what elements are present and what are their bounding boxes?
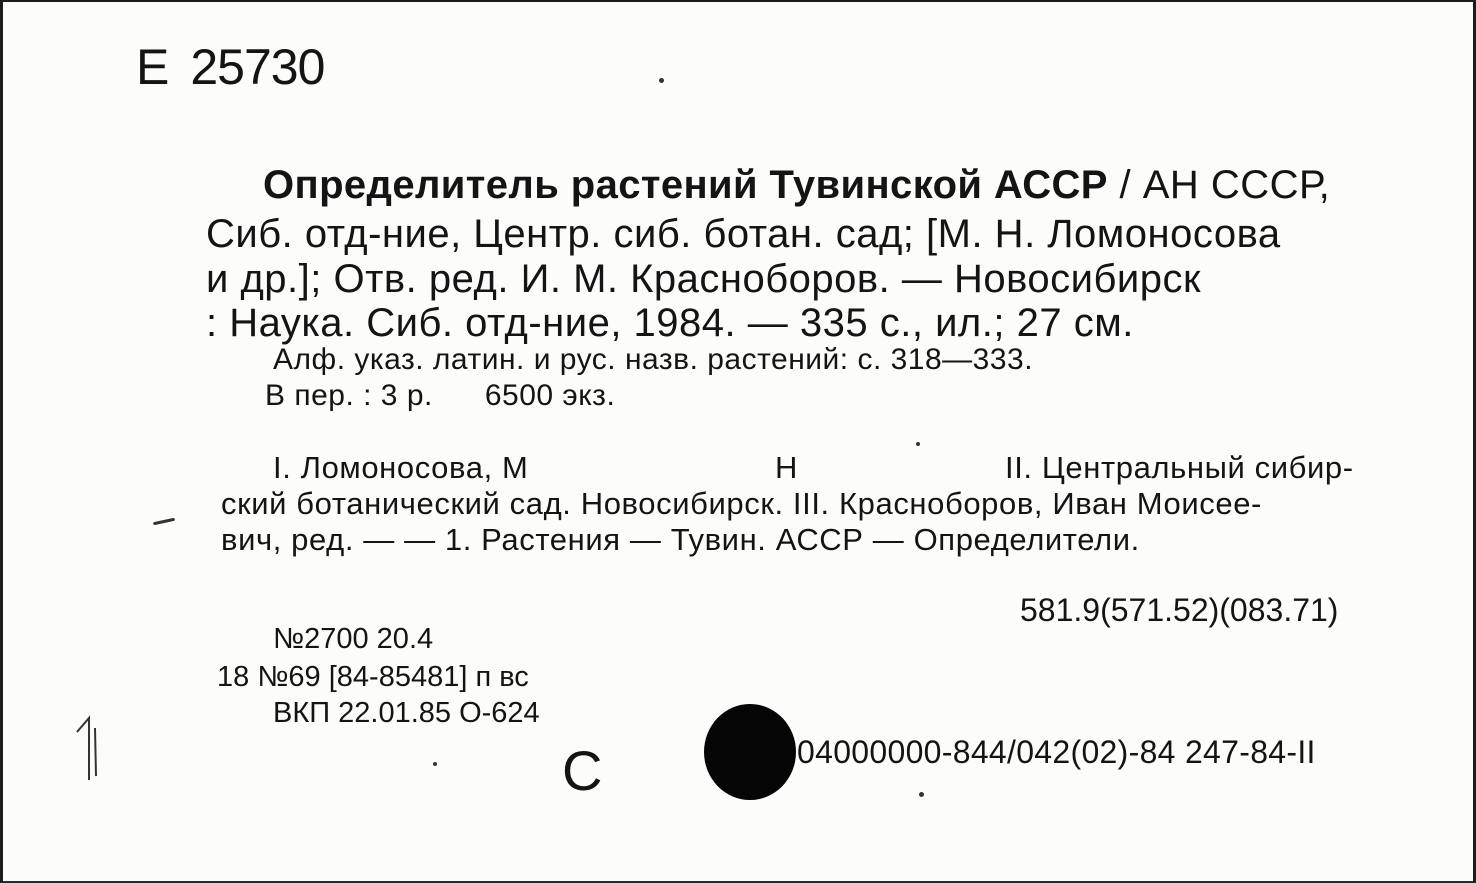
punch-hole xyxy=(704,704,796,800)
note-price: В пер. : 3 р. xyxy=(265,379,433,412)
imprint-line-2: 18 №69 [84-85481] п вс xyxy=(217,661,529,693)
entry-line-1 xyxy=(263,160,1330,211)
speck xyxy=(659,78,664,83)
tracing-line-1a: I. Ломоносова, М xyxy=(273,450,529,485)
entry-title: Определитель растений Тувинской АССР xyxy=(263,163,1108,207)
speck xyxy=(916,442,920,446)
entry-line-2: Сиб. отд-ние, Центр. сиб. ботан. сад; [М. Н. Ломоносова xyxy=(206,212,1281,256)
entry-responsibility: / АН СССР, xyxy=(1107,163,1331,207)
note-price-line xyxy=(265,378,615,414)
speck xyxy=(153,518,175,526)
note-index: Алф. указ. латин. и рус. назв. растений: с. 318—333. xyxy=(273,343,1034,376)
tracing-line-3: вич, ред. — — 1. Растения — Тувин. АССР — Определители. xyxy=(221,522,1140,557)
entry-line-4: : Наука. Сиб. отд-ние, 1984. — 335 с., ил.; 27 см. xyxy=(206,301,1134,345)
imprint-line-1: №2700 20.4 xyxy=(273,623,434,655)
bottom-letter: С xyxy=(562,739,603,802)
bottom-code: 04000000-844/042(02)-84 247-84-II xyxy=(797,734,1316,770)
udc-classification: 581.9(571.52)(083.71) xyxy=(1020,592,1339,628)
speck xyxy=(433,762,437,766)
call-number xyxy=(136,38,324,96)
entry-line-3: и др.]; Отв. ред. И. М. Красноборов. — Новосибирск xyxy=(206,257,1201,301)
speck xyxy=(919,792,924,797)
imprint-line-3: ВКП 22.01.85 О-624 xyxy=(273,697,540,729)
note-copies: 6500 экз. xyxy=(484,379,616,412)
tracing-line-2: ский ботанический сад. Новосибирск. III. Красноборов, Иван Моисее- xyxy=(221,486,1262,521)
handwritten-mark-icon xyxy=(69,714,109,784)
tracing-line-1b: Н xyxy=(775,450,798,485)
call-number-letter: Е xyxy=(136,39,169,95)
tracing-line-1c: II. Центральный сибир- xyxy=(1005,450,1354,485)
call-number-digits: 25730 xyxy=(190,39,325,95)
